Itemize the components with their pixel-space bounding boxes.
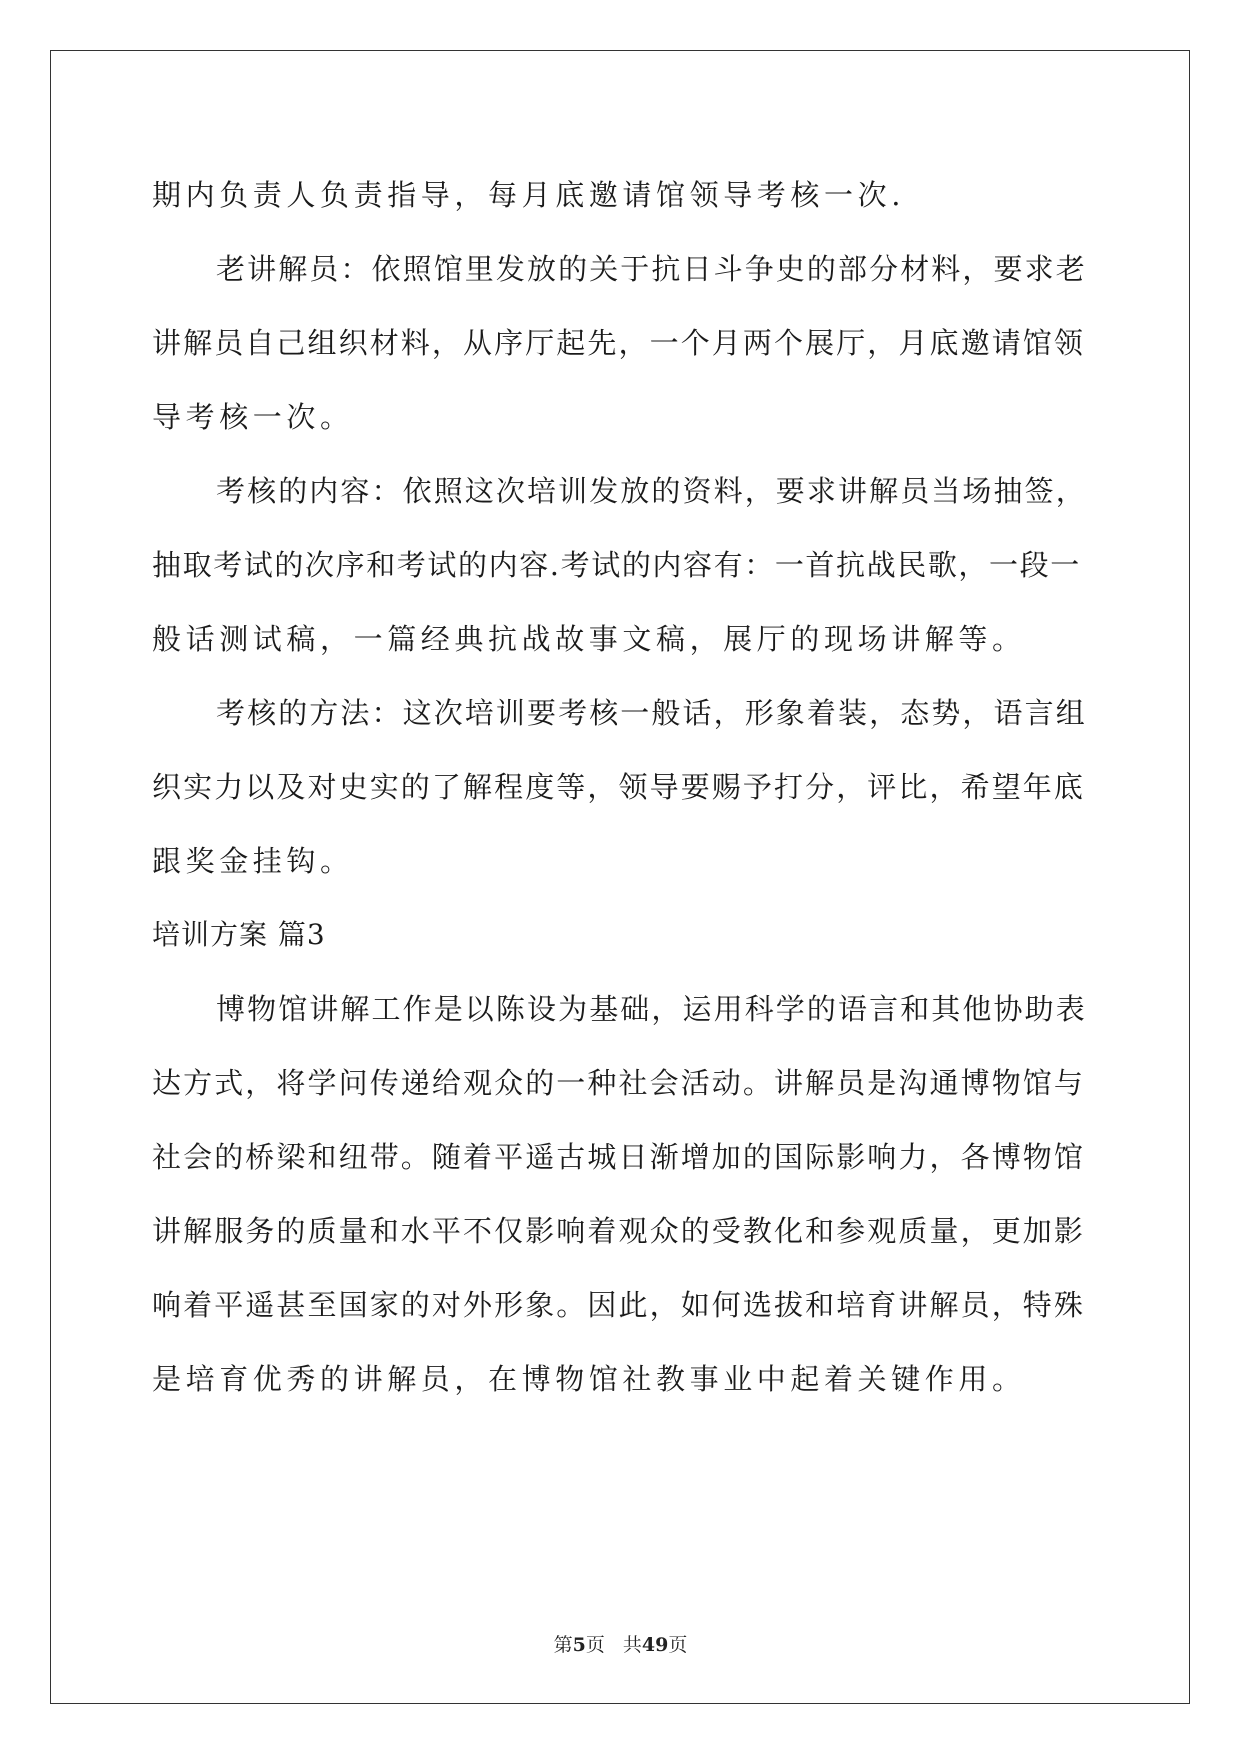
paragraph-start: 考核的方法：这次培训要考核一般话，形象着装，态势，语言组 [216, 696, 1087, 730]
text-line: 跟奖金挂钩。 [152, 844, 354, 878]
text-line: 讲解服务的质量和水平不仅影响着观众的受教化和参观质量，更加影 [152, 1214, 1086, 1248]
text-line: 社会的桥梁和纽带。随着平遥古城日渐增加的国际影响力，各博物馆 [152, 1140, 1086, 1174]
paragraph-start: 老讲解员：依照馆里发放的关于抗日斗争史的部分材料，要求老 [216, 252, 1087, 286]
total-pages-number: 49 [641, 1634, 669, 1656]
paragraph-start: 博物馆讲解工作是以陈设为基础，运用科学的语言和其他协助表 [216, 992, 1087, 1026]
footer-prefix: 第 [553, 1634, 573, 1656]
footer-total-prefix: 共 [622, 1634, 642, 1656]
text-line: 抽取考试的次序和考试的内容.考试的内容有：一首抗战民歌，一段一 [152, 548, 1081, 582]
text-line: 讲解员自己组织材料，从序厅起先，一个月两个展厅，月底邀请馆领 [152, 326, 1086, 360]
text-line: 是培育优秀的讲解员，在博物馆社教事业中起着关键作用。 [152, 1362, 1026, 1396]
page-footer [0, 1633, 1241, 1657]
paragraph-start: 考核的内容：依照这次培训发放的资料，要求讲解员当场抽签， [216, 474, 1087, 508]
text-line: 期内负责人负责指导，每月底邀请馆领导考核一次. [152, 178, 906, 212]
document-body [152, 158, 1087, 1416]
section-heading: 培训方案 篇3 [152, 918, 326, 951]
text-line: 导考核一次。 [152, 400, 354, 434]
footer-page-word: 页 [585, 1634, 605, 1656]
current-page-number: 5 [572, 1634, 586, 1656]
text-line: 响着平遥甚至国家的对外形象。因此，如何选拔和培育讲解员，特殊 [152, 1288, 1086, 1322]
footer-total-suffix: 页 [668, 1634, 688, 1656]
text-line: 织实力以及对史实的了解程度等，领导要赐予打分，评比，希望年底 [152, 770, 1086, 804]
text-line: 达方式，将学问传递给观众的一种社会活动。讲解员是沟通博物馆与 [152, 1066, 1086, 1100]
text-line: 般话测试稿，一篇经典抗战故事文稿，展厅的现场讲解等。 [152, 622, 1026, 656]
